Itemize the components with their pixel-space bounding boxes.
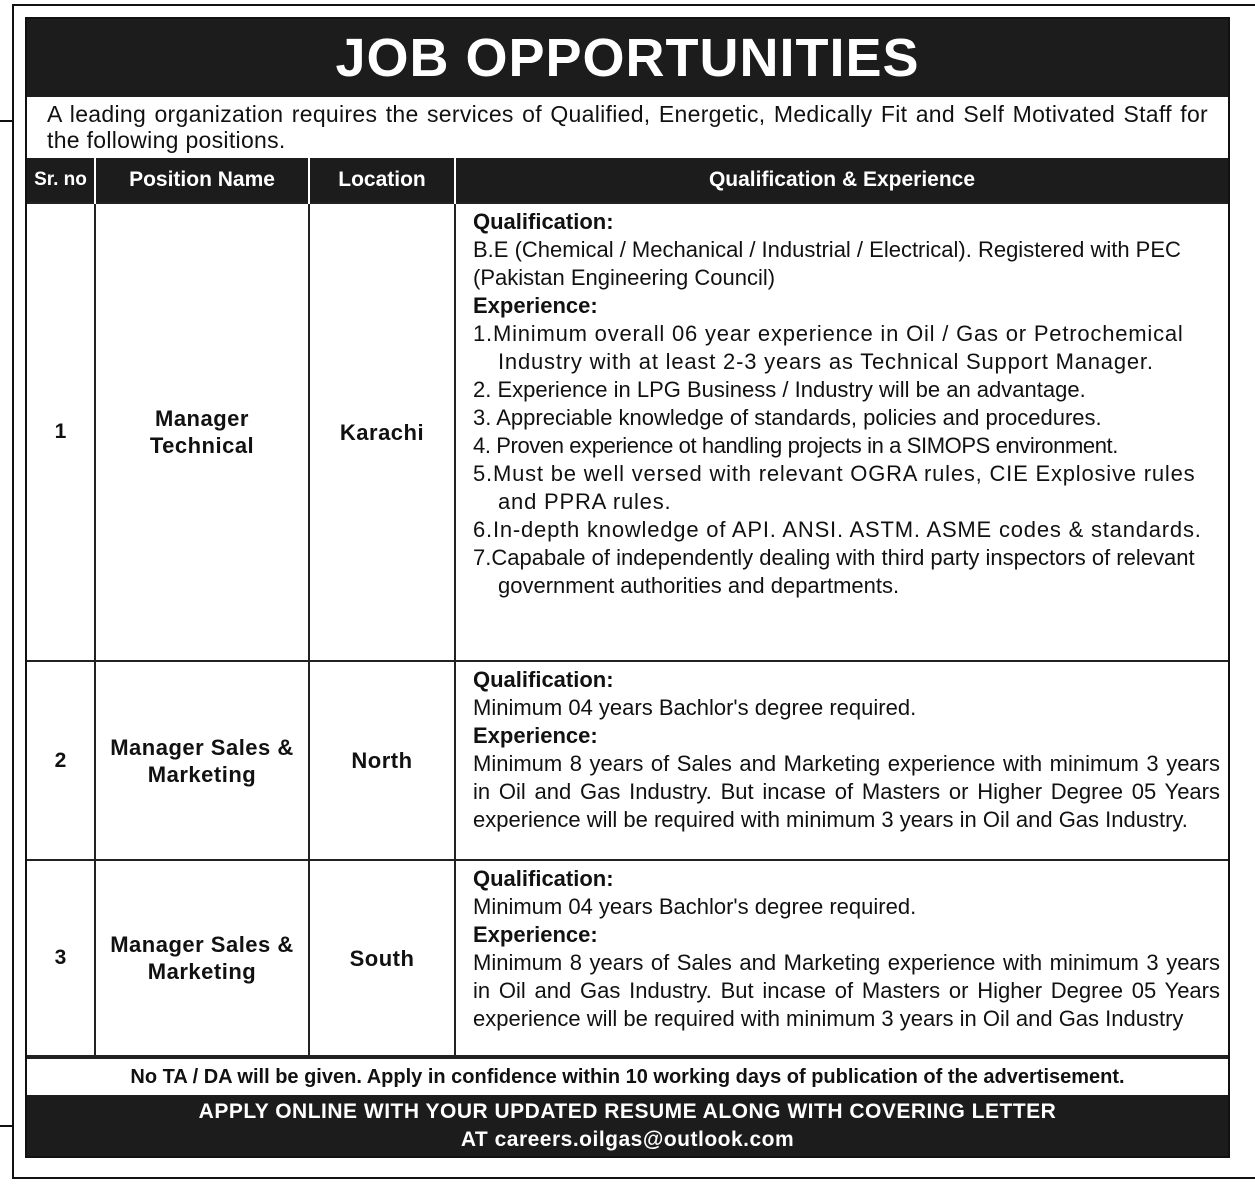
experience-item: 4. Proven experience ot handling projects in a SIMOPS environment. (473, 433, 1118, 458)
table-row (27, 203, 1228, 661)
qualification-heading: Qualification: (473, 866, 614, 891)
margin-tick (0, 1125, 12, 1127)
position-name: Manager Sales & Marketing (95, 860, 309, 1056)
experience-item: 3. Appreciable knowledge of standards, policies and procedures. (473, 405, 1102, 430)
apply-footer (27, 1095, 1228, 1156)
page-border-top (12, 4, 1255, 6)
ad-title: JOB OPPORTUNITIES (27, 19, 1228, 97)
table-header-row (27, 158, 1228, 203)
sr-number: 1 (27, 203, 95, 661)
header-qualification: Qualification & Experience (455, 158, 1228, 203)
qualification-text: Minimum 04 years Bachlor's degree required. (473, 695, 917, 720)
location: Karachi (309, 203, 455, 661)
intro-text: A leading organization requires the services of Qualified, Energetic, Medically Fit and Self Motivated Staff for the following positions. (47, 101, 1208, 153)
qualification-heading: Qualification: (473, 209, 614, 234)
qualification-cell (455, 661, 1228, 860)
header-position: Position Name (95, 158, 309, 203)
experience-text: Minimum 8 years of Sales and Marketing experience with minimum 3 years in Oil and Gas Industry. But incase of Masters or Higher Degree 05 Years experience will be required with minimum 3 years in Oil and Gas Industry. (473, 751, 1220, 832)
experience-heading: Experience: (473, 293, 598, 318)
experience-item: 6.In-depth knowledge of API. ANSI. ASTM. ASME codes & standards. (473, 517, 1202, 542)
page-border-bottom (12, 1177, 1255, 1179)
location: North (309, 661, 455, 860)
header-sr-no: Sr. no (27, 158, 95, 203)
sr-number: 2 (27, 661, 95, 860)
position-name: Manager Technical (95, 203, 309, 661)
job-advertisement (25, 17, 1230, 1158)
positions-table (27, 158, 1228, 1057)
experience-item: 7.Capabale of independently dealing with third party inspectors of relevant government authorities and departments. (473, 545, 1195, 598)
sr-number: 3 (27, 860, 95, 1056)
page-border-left (12, 4, 14, 1179)
qualification-text: B.E (Chemical / Mechanical / Industrial / Electrical). Registered with PEC (Pakistan Engineering Council) (473, 237, 1181, 290)
header-location: Location (309, 158, 455, 203)
position-name: Manager Sales & Marketing (95, 661, 309, 860)
table-row (27, 860, 1228, 1056)
experience-item: 1.Minimum overall 06 year experience in Oil / Gas or Petrochemical Industry with at least 2-3 years as Technical Support Manager. (473, 321, 1184, 374)
qualification-heading: Qualification: (473, 667, 614, 692)
margin-tick (0, 120, 12, 122)
table-row (27, 661, 1228, 860)
apply-email: AT careers.oilgas@outlook.com (460, 1127, 795, 1151)
experience-heading: Experience: (473, 723, 598, 748)
experience-item: 2. Experience in LPG Business / Industry will be an advantage. (473, 377, 1086, 402)
experience-text: Minimum 8 years of Sales and Marketing experience with minimum 3 years in Oil and Gas Industry. But incase of Masters or Higher Degree 05 Years experience will be required with minimum 3 years in Oil and Gas Industry (473, 950, 1220, 1031)
qualification-cell (455, 860, 1228, 1056)
qualification-text: Minimum 04 years Bachlor's degree required. (473, 894, 917, 919)
experience-item: 5.Must be well versed with relevant OGRA rules, CIE Explosive rules and PPRA rules. (473, 461, 1196, 514)
application-note: No TA / DA will be given. Apply in confidence within 10 working days of publication of the advertisement. (27, 1057, 1228, 1095)
apply-instruction: APPLY ONLINE WITH YOUR UPDATED RESUME ALONG WITH COVERING LETTER (198, 1099, 1057, 1123)
location: South (309, 860, 455, 1056)
qualification-cell (455, 203, 1228, 661)
experience-heading: Experience: (473, 922, 598, 947)
